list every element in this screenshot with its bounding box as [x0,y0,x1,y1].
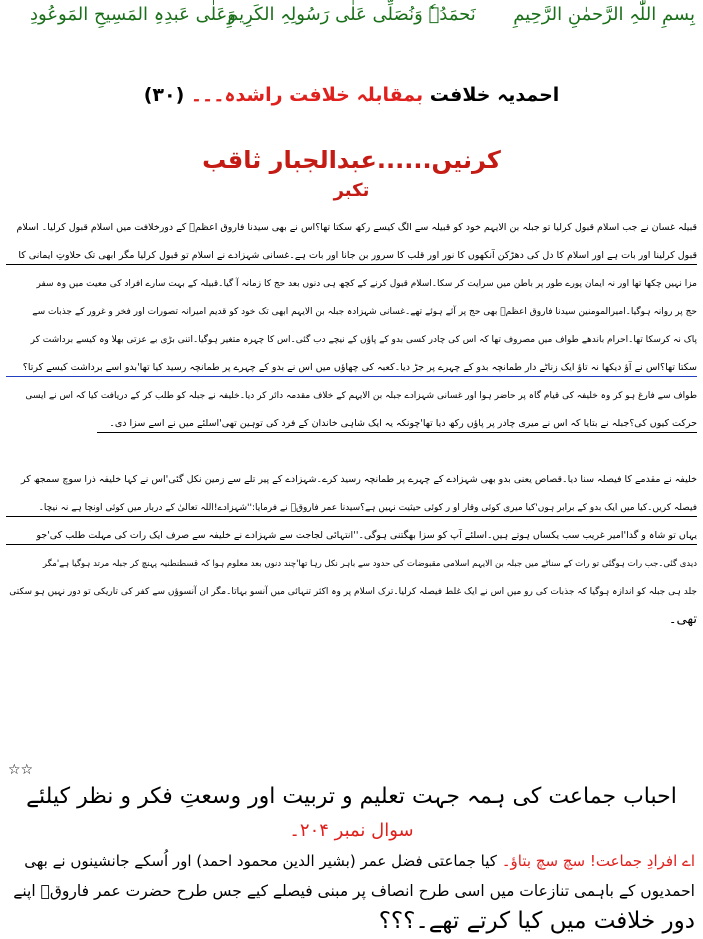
header-salutation: نَحمَدُہٗ وَنُصَلِّی عَلٰی رَسُولِہِ الکَرِیمِ [227,4,476,25]
paragraph-line: مزا نہیں چکھا تھا اور نہ ایمان پورے طور پر باطن میں سرایت کر سکا۔اسلام قبول کرنے کے کچھ ہی دنوں بعد حج کا زمانہ آ گیا۔قبیلہ کے بہت سارے افراد کی معیت میں وہ سفر [36,279,697,289]
article-title [0,84,703,106]
question-line [8,846,695,876]
question-line: دور خلافت میں کیا کرتے تھے۔؟؟؟ [378,908,695,934]
end-stars: ☆☆ [8,762,34,778]
paragraph-line: یہاں تو شاہ و گدا'امیر غریب سب یکساں ہوتے ہیں۔اسلئے آپ کو سزا بھگتنی ہوگی۔''انتہائی لجاجت سے شہزادے نے خلیفہ سے صرف ایک رات کی مہلت طلب کی'جو [6,528,697,545]
paragraph-line: خلیفہ نے مقدمے کا فیصلہ سنا دیا۔قصاص یعنی بدو بھی شہزادے کے چہرے پر طمانچہ رسید کرے۔شہزادے کے پیر تلے سے زمین نکل گئی'اس نے کہا خلیفہ ذرا سوچ سمجھ کر [21,474,697,485]
paragraph-line: سکتا تھا؟اس نے آؤ دیکھا نہ تاؤ ایک زناٹے دار طمانچہ بدو کے چہرے پر جڑ دیا۔کعبہ کی چھاؤں میں اس نے بدو کے چہرے پر طمانچہ رسید کیا تھا'بدو اسے برداشت کیسے کرتا؟ [6,360,697,377]
header-bismillah: بِسمِ اللّٰہِ الرَّحمٰنِ الرَّحِیمِ [513,4,695,25]
paragraph-line: فیصلہ کریں۔کیا میں ایک بدو کے برابر ہوں'کیا میری کوئی وقار او ر کوئی حیثیت نہیں ہے؟سیدنا عمر فاروقؓ نے فرمایا:''شہزادے!اللہ تعالیٰ کے دربار میں کوئی اونچا ہے نہ نیچا۔ [6,500,697,517]
subheading: تکبر [333,180,370,201]
header-masih-maud: وَعَلٰی عَبدِہِ المَسِیحِ المَوعُودِ [30,4,236,25]
paragraph-line: حرکت کیوں کی؟جبلہ نے بتایا کہ اس نے میری چادر پر پاؤں رکھ دیا تھا'چونکہ یہ ایک شاہی خاندان کے فرد کی توہین تھی'اسلئے میں نے اسے سزا دی۔ [97,416,697,433]
question-intro: اے افرادِ جماعت! سچ سچ بتاؤ۔ [501,852,695,870]
paragraph-line: طواف سے فارغ ہو کر وہ خلیفہ کی قیام گاہ پر حاضر ہوا اور غسانی شہزادے جبلہ بن الایہم کے خلاف مقدمہ دائر کر دیا۔خلیفہ نے جبلہ کو طلب کر کے دریافت کیا کہ اس نے ایسی [25,391,697,401]
paragraph-line: حج پر روانہ ہوگیا۔امیرالمومنین سیدنا فاروق اعظمؓ بھی حج پر آئے ہوئے تھے۔غسانی شہزادہ جبلہ بن الایہم ابھی تک خود کو قدیم امیرانہ تصورات اور فخر و غرور کے جذبات سے [32,307,697,317]
title-part2: بمقابلہ خلافت راشدہ۔۔۔ [190,84,424,106]
byline: کرنیں......عبدالجبار ثاقب [202,146,501,174]
paragraph-line: قبول کرلینا اور بات ہے اور اسلام کا دل کی دھڑکن آنکھوں کا نور اور قلب کا سرور بن جانا اور بات ہے۔غسانی شہزادے نے اسلام تو قبول کرلیا مگر ابھی تک حلاوتِ ایمانی کا [6,248,697,265]
question-line: احمدیوں کے باہمی تنازعات میں اسی طرح انصاف پر مبنی فیصلے کیے جس طرح حضرت عمر فاروقؓ اپنے [13,882,695,900]
section-heading: احباب جماعت کی ہمہ جہت تعلیم و تربیت اور وسعتِ فکر و نظر کیلئے [26,784,677,809]
question-number: سوال نمبر ۲۰۴۔ [289,820,414,841]
title-part3: (۳۰) [143,84,185,106]
paragraph-line: پاک نہ کرسکا تھا۔احرام باندھے طواف میں مصروف تھا کہ اس کی چادر کسی بدو کے پاؤں کے نیچے دب گئی۔اس کا چہرہ متغیر ہوگیا۔اتنی بڑی بے عزتی بھلا وہ کیسے برداشت کر [30,335,697,345]
title-part1: احمدیہ خلافت [429,84,560,106]
paragraph-line: قبیلہ غسان نے جب اسلام قبول کرلیا تو جبلہ بن الایہم خود کو قبیلہ سے الگ کیسے رکھ سکتا تھا؟اس نے بھی سیدنا فاروق اعظمؓ کے دورخلافت میں اسلام قبول کرلیا۔ اسلام [16,222,697,233]
question-line1-rest: کیا جماعتی فضل عمر (بشیر الدین محمود احمد) اور اُسکے جانشینوں نے بھی [24,852,497,870]
paragraph-line: جلد ہی جبلہ کو اندازہ ہوگیا کہ جذبات کی رو میں اس نے ایک غلط فیصلہ کرلیا۔ترک اسلام پر وہ اکثر تنہائی میں آنسو بہاتا۔مگر ان آنسوؤں سے کفر کی تاریکی تو دور نہیں ہو سکتی [9,587,697,597]
paragraph-line: تھی۔ [668,612,697,627]
paragraph-line: دیدی گئی۔جب رات ہوگئی تو رات کے سناٹے میں جبلہ بن الایہم اسلامی مقبوضات کی حدود سے باہر نکل رہا تھا'چند دنوں بعد معلوم ہوا کہ قسطنطنیہ پہنچ کر جبلہ مرتد ہوگیا ہے'مگر [42,559,697,569]
